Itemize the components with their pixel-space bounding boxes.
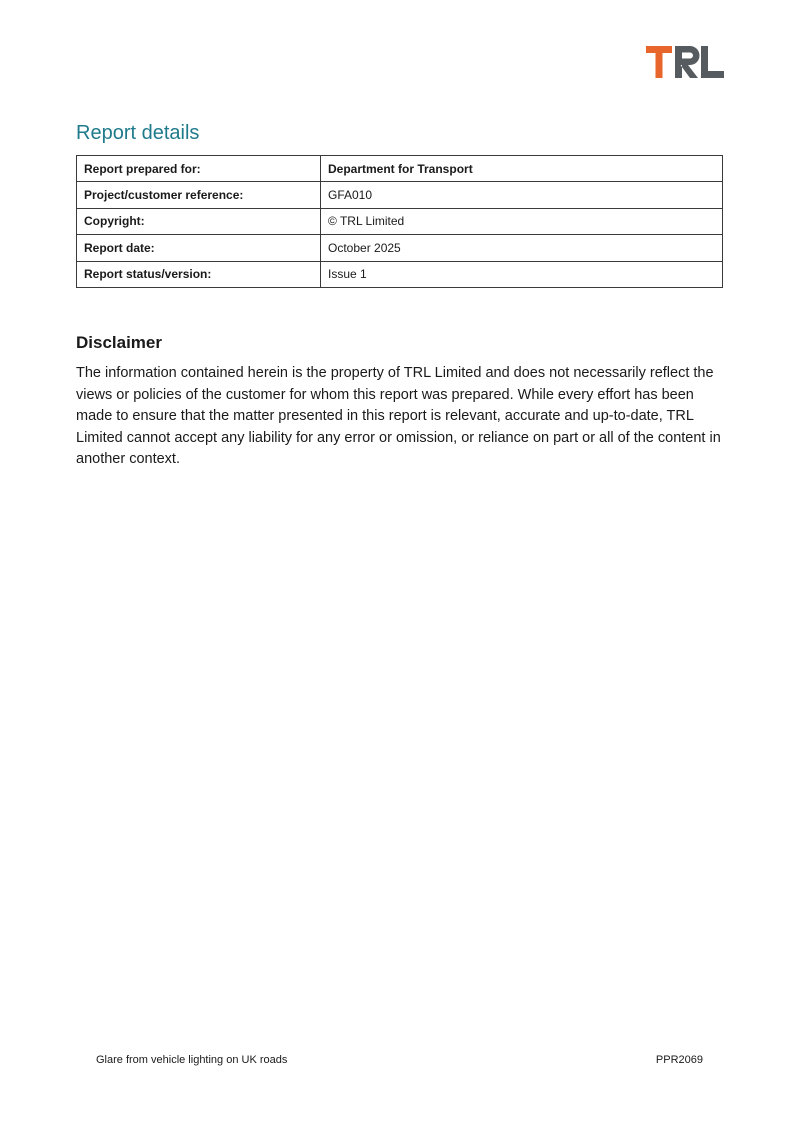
row-value: Issue 1 <box>321 261 723 287</box>
row-value: © TRL Limited <box>321 208 723 234</box>
row-label: Report status/version: <box>77 261 321 287</box>
row-value: October 2025 <box>321 235 723 261</box>
disclaimer-heading: Disclaimer <box>76 333 162 352</box>
row-label: Project/customer reference: <box>77 182 321 208</box>
disclaimer-text: The information contained herein is the property of TRL Limited and does not necessarily reflect the views or policies of the customer for whom this report was prepared. While every effort has been made to ensure that the matter presented in this report is relevant, accurate and up-to-date, TRL Limited cannot accept any liability for any error or omission, or reliance on part or all of the content in another context. <box>76 365 721 468</box>
row-label: Report date: <box>77 235 321 261</box>
row-label: Copyright: <box>77 208 321 234</box>
trl-logo-graphic <box>646 46 724 78</box>
report-details-heading: Report details <box>76 122 200 144</box>
footer-reference: PPR2069 <box>655 1054 703 1066</box>
table-row <box>77 261 723 287</box>
trl-logo <box>646 46 724 78</box>
table-row <box>77 235 723 261</box>
table-row <box>77 156 723 182</box>
row-value: GFA010 <box>321 182 723 208</box>
table-row <box>77 208 723 234</box>
row-label: Report prepared for: <box>77 156 321 182</box>
footer-document-title: Glare from vehicle lighting on UK roads <box>96 1054 288 1066</box>
report-details-table <box>76 155 723 288</box>
table-row <box>77 182 723 208</box>
row-value: Department for Transport <box>321 156 723 182</box>
